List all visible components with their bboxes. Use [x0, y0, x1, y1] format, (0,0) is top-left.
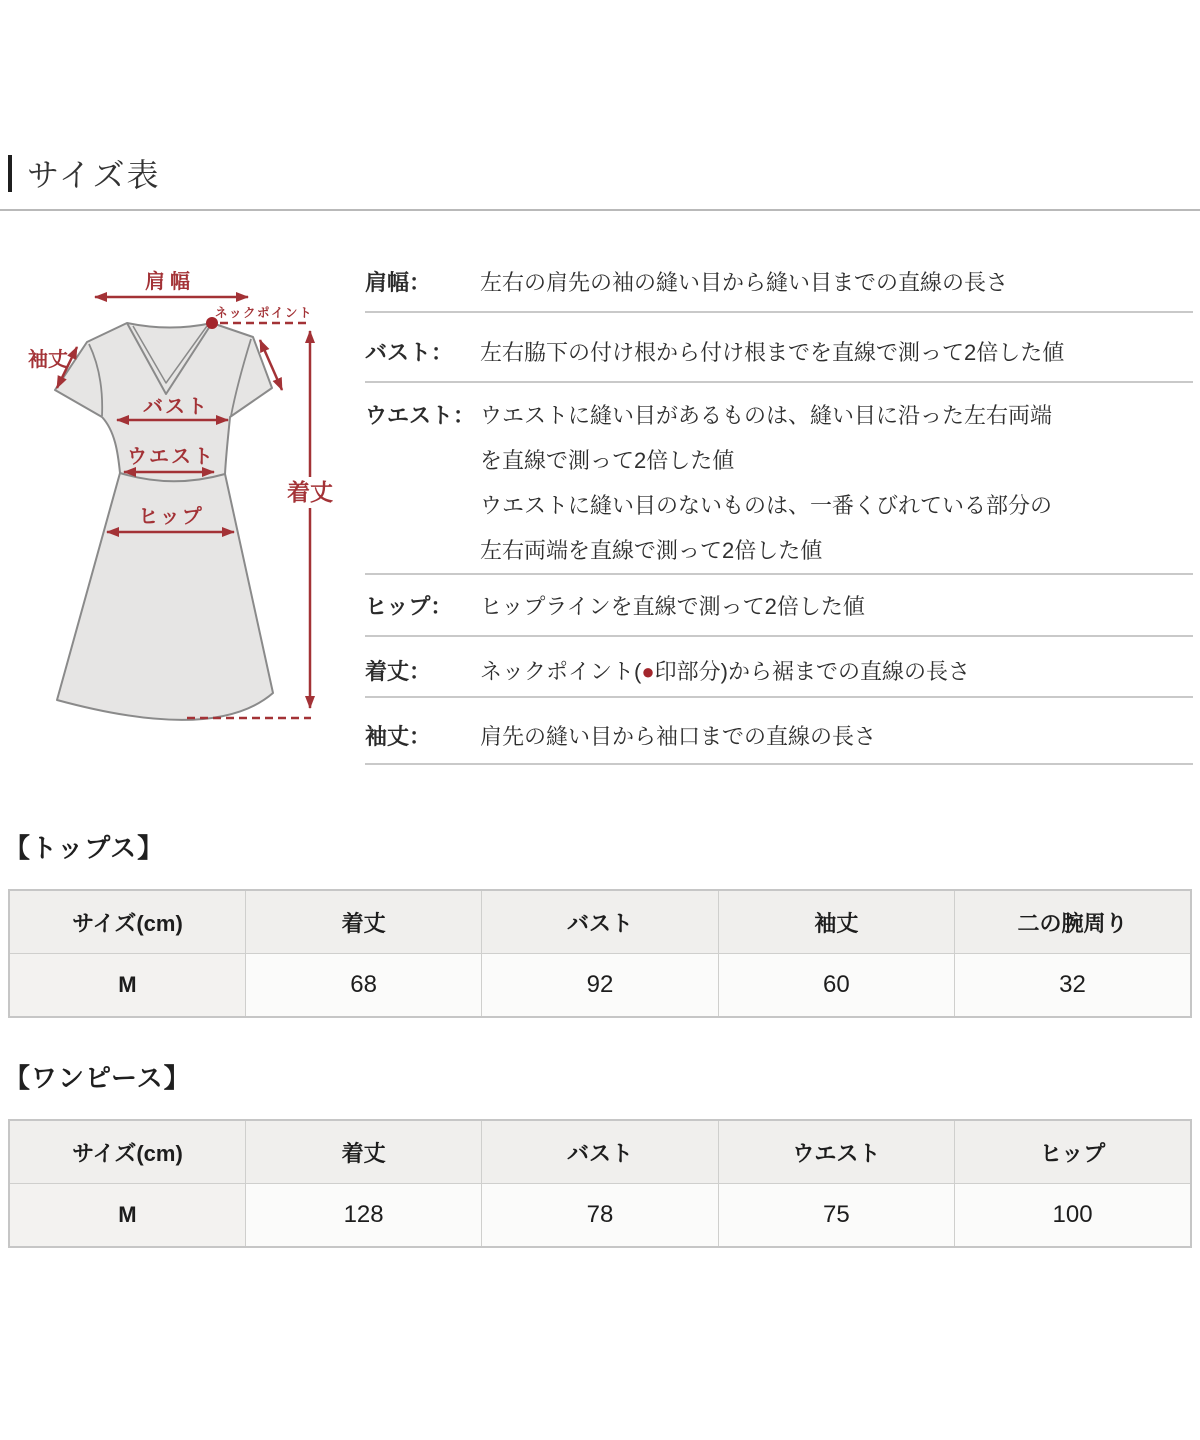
definition-term: ウエスト：	[365, 403, 476, 428]
column-header-hip: ヒップ	[955, 1120, 1191, 1184]
onepiece-size-table	[8, 1119, 1192, 1248]
column-header-length: 着丈	[245, 1120, 481, 1184]
table-header-row	[9, 1120, 1191, 1184]
neck-point-dot-glyph: ●	[641, 659, 655, 684]
column-header-bust: バスト	[482, 1120, 718, 1184]
cell-waist: 75	[718, 1184, 954, 1248]
definition-row-sleeve	[365, 698, 1193, 765]
definition-line: ウエストに縫い目のないものは、一番くびれている部分の	[480, 493, 1053, 518]
cell-sleeve: 60	[718, 954, 954, 1018]
definition-text: 肩先の縫い目から袖口までの直線の長さ	[480, 724, 877, 749]
cell-size: M	[9, 954, 245, 1018]
column-header-size: サイズ(cm)	[9, 1120, 245, 1184]
definition-term: バスト：	[365, 340, 454, 365]
definition-line: を直線で測って2倍した値	[480, 448, 735, 473]
onepiece-section-heading: 【ワンピース】	[4, 1063, 191, 1093]
definition-term: 袖丈：	[365, 724, 432, 749]
shoulder-width-label: 肩幅	[145, 271, 195, 293]
tops-size-table	[8, 889, 1192, 1018]
definition-text	[480, 649, 1193, 695]
definition-text: 左右脇下の付け根から付け根までを直線で測って2倍した値	[480, 340, 1065, 365]
definition-text	[480, 393, 1193, 573]
tops-section-heading: 【トップス】	[4, 833, 165, 863]
cell-bust: 78	[482, 1184, 718, 1248]
neck-point-label: ネックポイント	[214, 306, 314, 320]
definition-row-bust	[365, 313, 1193, 383]
column-header-upper-arm: 二の腕周り	[955, 890, 1191, 954]
column-header-sleeve: 袖丈	[718, 890, 954, 954]
measurement-definitions	[365, 255, 1193, 765]
cell-upper-arm: 32	[955, 954, 1191, 1018]
definition-term: ヒップ：	[365, 594, 453, 619]
neck-point-dot	[206, 317, 218, 329]
definition-row-length	[365, 637, 1193, 698]
body-length-label: 着丈	[287, 479, 333, 505]
definition-term: 着丈：	[365, 659, 432, 684]
column-header-length: 着丈	[245, 890, 481, 954]
table-row	[9, 1184, 1191, 1248]
definition-text: 左右の肩先の袖の縫い目から縫い目までの直線の長さ	[480, 270, 1009, 295]
dress-measurement-diagram	[20, 255, 360, 735]
table-header-row	[9, 890, 1191, 954]
cell-length: 128	[245, 1184, 481, 1248]
definition-line: 左右両端を直線で測って2倍した値	[480, 538, 823, 563]
definition-text-part: ネックポイント(	[480, 659, 642, 684]
column-header-size: サイズ(cm)	[9, 890, 245, 954]
page-title	[8, 150, 160, 196]
cell-bust: 92	[482, 954, 718, 1018]
cell-length: 68	[245, 954, 481, 1018]
sleeve-length-label: 袖丈	[28, 349, 68, 371]
bust-label: バスト	[143, 396, 209, 418]
definition-text-part: 印部分)から裾までの直線の長さ	[654, 659, 970, 684]
definition-row-hip	[365, 575, 1193, 637]
definition-row-waist	[365, 383, 1193, 575]
definition-text: ヒップラインを直線で測って2倍した値	[480, 594, 865, 619]
cell-size: M	[9, 1184, 245, 1248]
title-divider	[0, 209, 1200, 211]
definition-line: ウエストに縫い目があるものは、縫い目に沿った左右両端	[480, 403, 1053, 428]
waist-label: ウエスト	[127, 446, 215, 468]
title-accent-bar	[8, 155, 12, 192]
definition-term: 肩幅：	[365, 270, 432, 295]
cell-hip: 100	[955, 1184, 1191, 1248]
column-header-waist: ウエスト	[718, 1120, 954, 1184]
page-title-text: サイズ表	[27, 157, 161, 193]
table-row	[9, 954, 1191, 1018]
definition-row-shoulder	[365, 255, 1193, 313]
column-header-bust: バスト	[482, 890, 718, 954]
hip-label: ヒップ	[138, 506, 204, 528]
